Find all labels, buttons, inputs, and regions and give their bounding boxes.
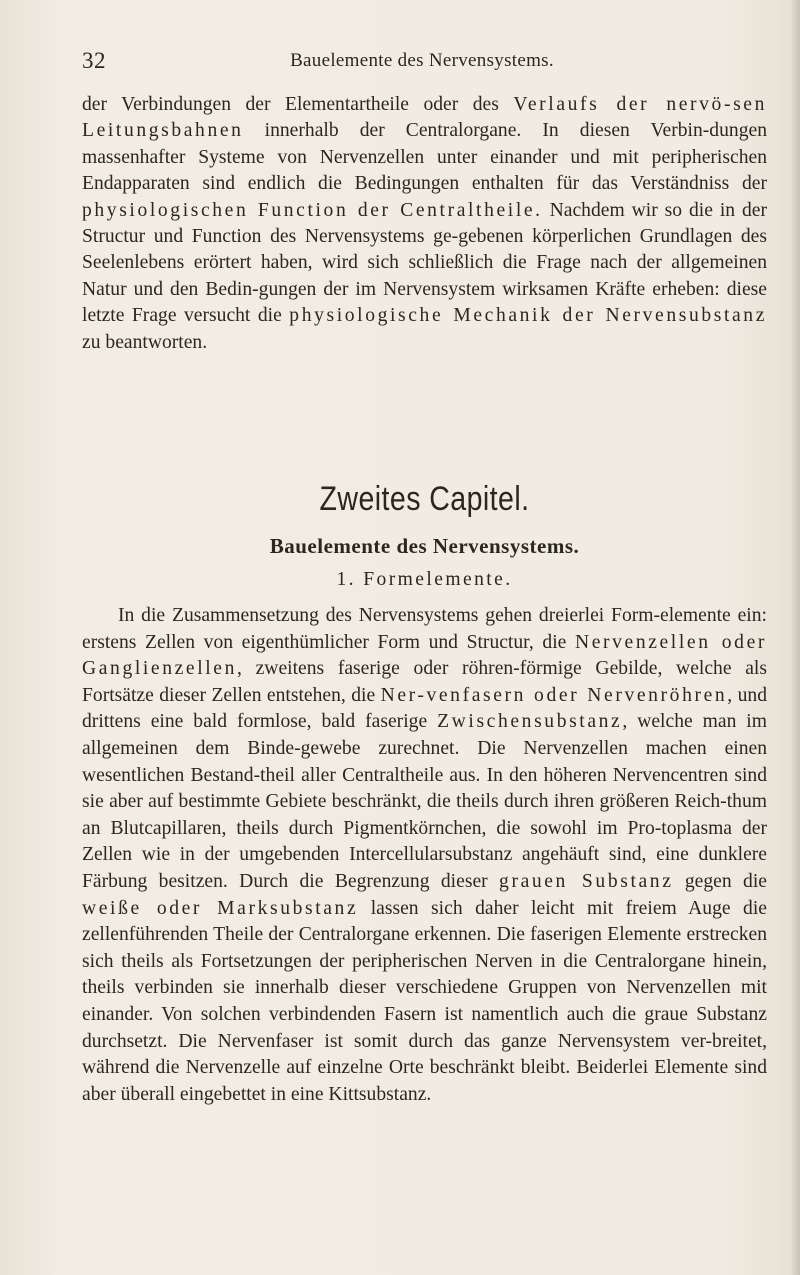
page-edge-shadow — [790, 0, 800, 1275]
main-text-3: , und drittens eine bald formlose, bald faserige — [82, 684, 768, 733]
intro-text-2: innerhalb der Centralorgane. In diesen Verbin-dungen massenhafter Systeme von Nervenzellen unter einander und mit peripherischen Endapparaten sind endlich die Bedingungen enthalten für das Verständniss der — [82, 120, 767, 195]
intro-emphasis-3: physiologische Mechanik der Nervensubstanz — [289, 305, 768, 327]
intro-text-4: zu beantworten. — [82, 331, 208, 353]
main-text-5: gegen die — [673, 870, 767, 892]
intro-text-1: der Verbindungen der Elementartheile oder des — [82, 94, 514, 115]
intro-paragraph — [82, 92, 767, 356]
intro-emphasis-2: physiologischen Function der Centraltheile. — [82, 199, 543, 221]
main-emphasis-1: Nervenzellen oder Ganglienzellen — [82, 631, 767, 680]
main-emphasis-3: Zwischensubstanz — [437, 711, 623, 733]
page-header — [82, 48, 762, 78]
running-head: Bauelemente des Nervensystems. — [290, 50, 554, 71]
main-emphasis-4: grauen Substanz — [499, 870, 674, 892]
chapter-subtitle: Bauelemente des Nervensystems. — [269, 534, 580, 558]
main-text-2: , zweitens faserige oder röhren-förmige Gebilde, welche als Fortsätze dieser Zellen entstehen, die — [82, 658, 767, 706]
main-text-1: In die Zusammensetzung des Nervensystems gehen dreierlei Form-elemente ein: erstens Zellen von eigenthümlicher Form und Structur, die — [82, 605, 767, 653]
section-heading: 1. Formelemente. — [336, 569, 513, 590]
main-text-4: , welche man im allgemeinen dem Binde-gewebe zurechnet. Die Nervenzellen machen einen wesentlichen Bestand-theil aller Centraltheile aus. In den höheren Nervencentren sind sie aber auf bestimmte Gebiete beschränkt, die theils durch ihren größeren Reich-thum an Blutcapillaren, theils durch Pigmentkörnchen, die sowohl im Pro-toplasma der Zellen wie in der umgebenden Intercellularsubstanz angehäuft sind, eine dunklere Färbung besitzen. Durch die Begrenzung dieser — [82, 711, 767, 892]
page-number: 32 — [82, 48, 106, 73]
main-text-6: lassen sich daher leicht mit freiem Auge die zellenführenden Theile der Centralorgane erkennen. Die faserigen Elemente erstrecken sich theils als Fortsetzungen der peripherischen Nerven in die Centralorgane hinein, theils verbinden sie innerhalb dieser verschiedene Gruppen von Nervenzellen mit einander. Von solchen verbindenden Fasern ist namentlich auch die graue Substanz durchsetzt. Die Nervenfaser ist somit durch das ganze Nervensystem ver-breitet, während die Nervenzelle auf einzelne Orte beschränkt bleibt. Beiderlei Elemente sind aber überall eingebettet in eine Kittsubstanz. — [82, 897, 767, 1105]
main-paragraph — [82, 603, 767, 1108]
main-emphasis-2: Ner-venfasern oder Nervenröhren — [380, 684, 728, 706]
intro-text-3: Nachdem wir so die in der Structur und Function des Nervensystems ge-gebenen körperlichen Grundlagen des Seelenlebens erörtert haben, wird sich schließlich die Frage nach der allgemeinen Natur und den Bedin-gungen der im Nervensystem wirksamen Kräfte erheben: diese letzte Frage versucht die — [82, 199, 768, 327]
chapter-title: Zweites Capitel. — [319, 480, 530, 518]
intro-emphasis-1: Verlaufs der nervö-sen Leitungsbahnen — [82, 94, 767, 142]
main-emphasis-5: weiße oder Marksubstanz — [82, 897, 359, 919]
